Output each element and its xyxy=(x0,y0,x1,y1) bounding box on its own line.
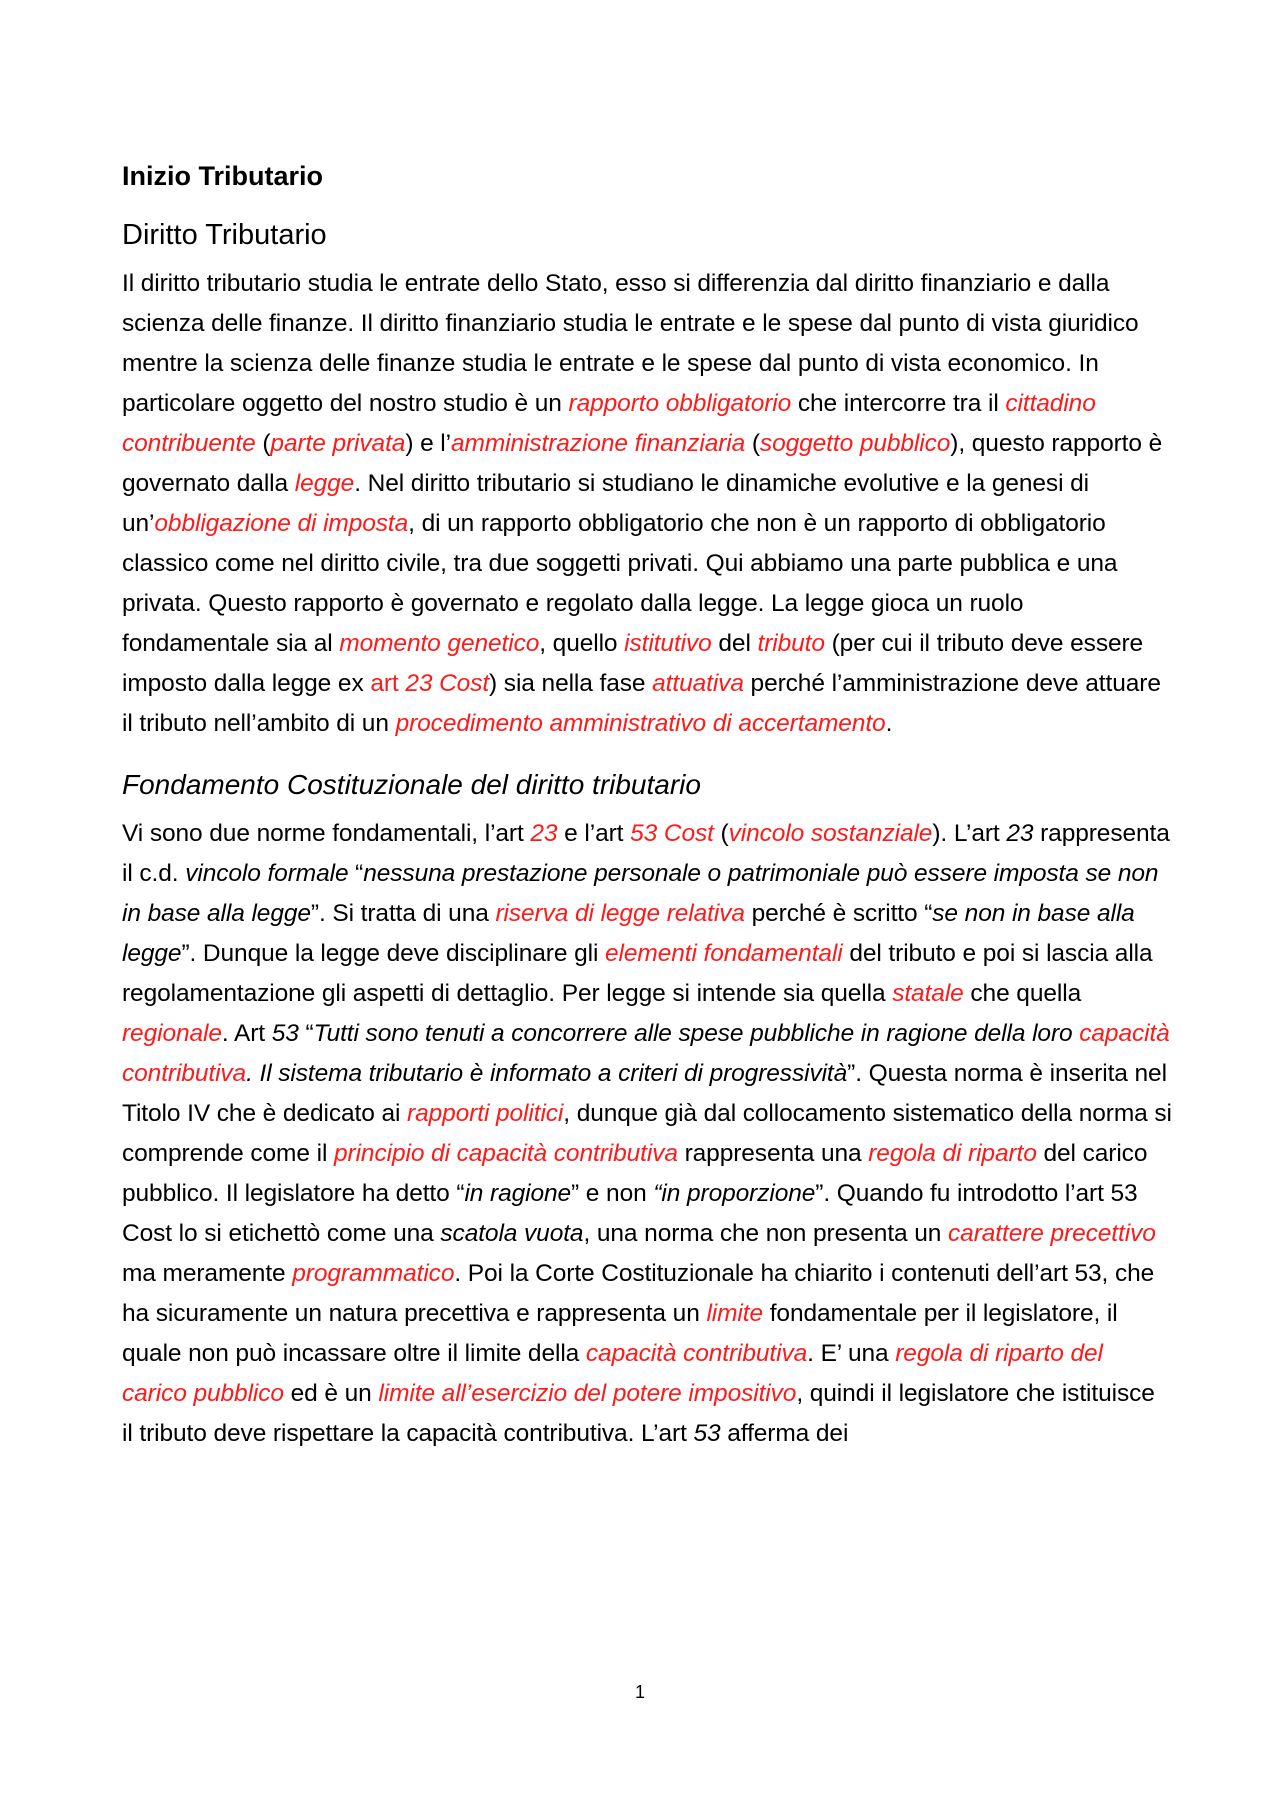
italic-text: “in proporzione xyxy=(653,1180,816,1207)
highlighted-term: istitutivo xyxy=(624,630,712,657)
text-run: ) e l’ xyxy=(405,430,451,457)
text-run: “ xyxy=(348,860,364,887)
highlighted-term: elementi fondamentali xyxy=(605,940,843,967)
text-run: ( xyxy=(745,430,760,457)
highlighted-term: regola di riparto xyxy=(868,1140,1037,1167)
text-run: “ xyxy=(298,1020,314,1047)
highlighted-term: attuativa xyxy=(652,670,744,697)
text-run: ( xyxy=(713,820,729,847)
text-run: che quella xyxy=(963,980,1082,1007)
highlighted-term: vincolo sostanziale xyxy=(728,820,933,847)
text-run: rappresenta una xyxy=(677,1140,869,1167)
text-run: del xyxy=(711,630,758,657)
section-heading: Diritto Tributario xyxy=(122,219,327,251)
italic-text: 53 xyxy=(271,1020,299,1047)
text-run: , una norma che non presenta un xyxy=(583,1220,949,1247)
highlighted-term: regola di riparto del carico pubblico xyxy=(122,1340,1103,1407)
text-run: ”. Questa norma è inserita nel Titolo IV che è dedicato ai xyxy=(122,1060,1167,1127)
text-run: perché l’amministrazione deve attuare il tributo nell’ambito di un xyxy=(122,670,1161,737)
text-run: Il diritto tributario studia le entrate dello Stato, esso si differenzia dal diritto finanziario e dalla scienza delle finanze. Il diritto finanziario studia le entrate e le spese dal punto di vista giuridico mentre la scienza delle finanze studia le entrate e le spese dal punto di vista economico. In particolare oggetto del nostro studio è un xyxy=(122,270,1139,417)
highlighted-term: soggetto pubblico xyxy=(759,430,951,457)
subsection-heading: Fondamento Costituzionale del diritto tributario xyxy=(122,769,701,800)
highlighted-term: 53 Cost xyxy=(630,820,714,847)
paragraph-constitution xyxy=(122,814,1172,1454)
highlighted-term: legge xyxy=(294,470,355,497)
highlighted-term: 23 Cost xyxy=(405,670,490,697)
text-run: ma meramente xyxy=(122,1260,293,1287)
highlighted-term: cittadino contribuente xyxy=(122,390,1096,457)
highlighted-term: carattere precettivo xyxy=(948,1220,1156,1247)
text-run: ” e non xyxy=(571,1180,654,1207)
text-run: ). L’art xyxy=(932,820,1007,847)
highlighted-term: capacità contributiva xyxy=(122,1020,1170,1087)
highlighted-term: parte privata xyxy=(270,430,406,457)
text-run: ”. Dunque la legge deve disciplinare gli xyxy=(181,940,606,967)
italic-text: 23 xyxy=(1006,820,1034,847)
text-run: del carico pubblico. Il legislatore ha detto “ xyxy=(122,1140,1148,1207)
text-run: . Art xyxy=(221,1020,272,1047)
highlighted-term: riserva di legge relativa xyxy=(495,900,745,927)
highlighted-term: art xyxy=(370,670,406,697)
highlighted-term: principio di capacità contributiva xyxy=(334,1140,678,1167)
text-run: . Poi la Corte Costituzionale ha chiarito i contenuti dell’art 53, che ha sicuramente un natura precettiva e rappresenta un xyxy=(122,1260,1155,1327)
italic-text: Tutti sono tenuti a concorrere alle spese pubbliche in ragione della loro xyxy=(313,1020,1080,1047)
italic-text: in ragione xyxy=(464,1180,572,1207)
italic-text: nessuna prestazione personale o patrimoniale può essere imposta se non in base alla legge xyxy=(122,860,1159,927)
document-title: Inizio Tributario xyxy=(122,161,323,191)
text-run: ) sia nella fase xyxy=(489,670,653,697)
text-run: ”. Quando fu introdotto l’art 53 Cost lo si etichettò come una xyxy=(122,1180,1138,1247)
text-run: perché è scritto “ xyxy=(744,900,933,927)
text-run: ed è un xyxy=(283,1380,379,1407)
text-run: (per cui il tributo deve essere imposto dalla legge ex xyxy=(122,630,1144,697)
highlighted-term: amministrazione finanziaria xyxy=(451,430,746,457)
paragraph-intro xyxy=(122,264,1172,744)
text-run: e l’art xyxy=(557,820,631,847)
italic-text: scatola vuota xyxy=(440,1220,584,1247)
highlighted-term: momento genetico xyxy=(339,630,540,657)
highlighted-term: regionale xyxy=(122,1020,222,1047)
highlighted-term: limite xyxy=(706,1300,764,1327)
text-run: . xyxy=(885,710,893,737)
text-run: , di un rapporto obbligatorio che non è un rapporto di obbligatorio classico come nel diritto civile, tra due soggetti privati. Qui abbiamo una parte pubblica e una privata. Questo rapporto è governato e regolato dalla legge. La legge gioca un ruolo fondamentale sia al xyxy=(122,510,1118,657)
italic-text: vincolo formale xyxy=(185,860,349,887)
highlighted-term: tributo xyxy=(757,630,825,657)
text-run: Vi sono due norme fondamentali, l’art xyxy=(122,820,531,847)
text-run: ( xyxy=(255,430,271,457)
highlighted-term: procedimento amministrativo di accertamento xyxy=(395,710,886,737)
highlighted-term: statale xyxy=(892,980,964,1007)
highlighted-term: 23 xyxy=(530,820,558,847)
text-run: ”. Si tratta di una xyxy=(310,900,496,927)
italic-text: 53 xyxy=(693,1420,721,1447)
text-run: ), questo rapporto è governato dalla xyxy=(122,430,1163,497)
highlighted-term: obbligazione di imposta xyxy=(154,510,409,537)
page-number: 1 xyxy=(634,1682,645,1702)
text-run: , quello xyxy=(539,630,625,657)
text-run: . Nel diritto tributario si studiano le dinamiche evolutive e la genesi di un’ xyxy=(122,470,1090,537)
text-run: rappresenta il c.d. xyxy=(122,820,1170,887)
text-run: , quindi il legislatore che istituisce il tributo deve rispettare la capacità contributiva. L’art xyxy=(122,1380,1155,1447)
highlighted-term: limite all’esercizio del potere impositivo xyxy=(378,1380,797,1407)
highlighted-term: rapporto obbligatorio xyxy=(568,390,792,417)
text-run: afferma dei xyxy=(720,1420,849,1447)
highlighted-term: rapporti politici xyxy=(407,1100,564,1127)
highlighted-term: programmatico xyxy=(292,1260,455,1287)
text-run: del tributo e poi si lascia alla regolamentazione gli aspetti di dettaglio. Per legge si intende sia quella xyxy=(122,940,1153,1007)
italic-text: se non in base alla legge xyxy=(122,900,1135,967)
text-run: , dunque già dal collocamento sistematico della norma si comprende come il xyxy=(122,1100,1172,1167)
text-run: che intercorre tra il xyxy=(791,390,1006,417)
text-run: fondamentale per il legislatore, il quale non può incassare oltre il limite della xyxy=(122,1300,1118,1367)
page-content xyxy=(122,158,1172,1454)
highlighted-term: capacità contributiva xyxy=(585,1340,808,1367)
italic-text: . Il sistema tributario è informato a criteri di progressività xyxy=(246,1060,848,1087)
text-run: . E’ una xyxy=(807,1340,896,1367)
